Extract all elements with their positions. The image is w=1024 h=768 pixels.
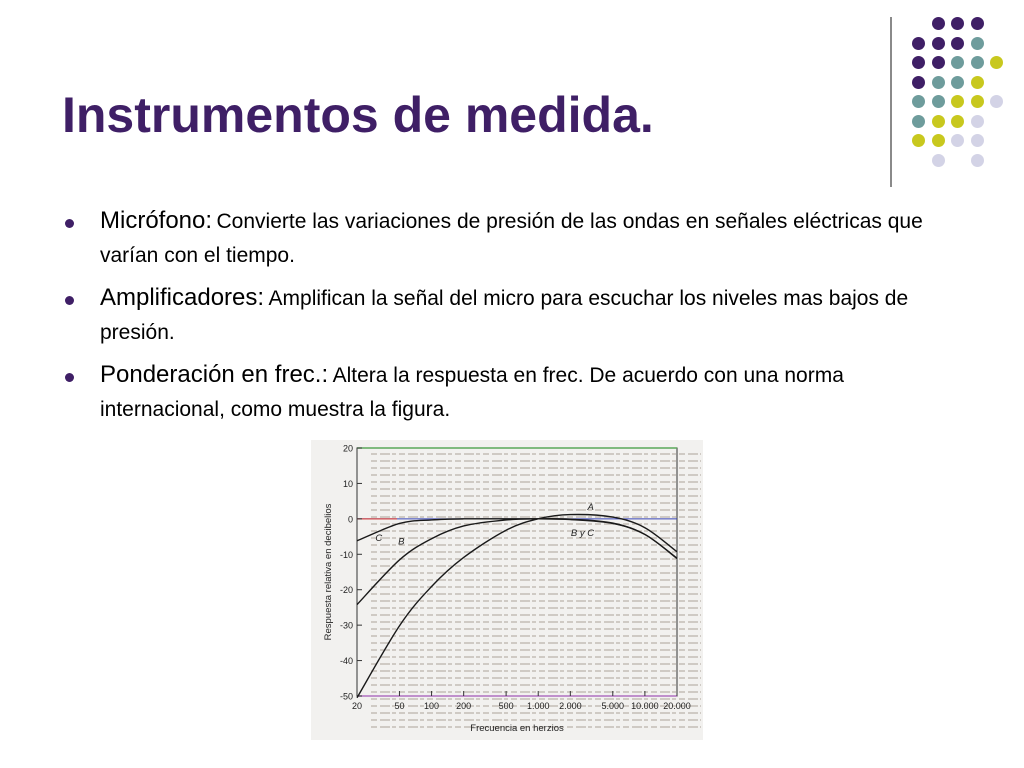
decorative-dot [932,95,945,108]
x-tick-label: 5.000 [601,701,625,711]
bullet-list [62,205,952,436]
bullet-item-amplificadores [62,282,952,351]
decorative-dot [971,37,984,50]
bullet-term: Ponderación en frec.: [100,361,329,388]
decorative-dot [912,115,925,128]
decorative-dot [951,37,964,50]
decorative-dot [932,115,945,128]
curve-label-b: B [398,536,405,548]
decorative-dot [932,56,945,69]
x-tick-label: 10.000 [631,701,659,711]
x-tick-label: 20 [351,701,363,711]
decorative-dot [971,76,984,89]
decorative-dot [990,95,1003,108]
weighting-curves-figure [311,440,703,740]
y-tick-label: 20 [342,443,353,454]
decorative-dot [971,134,984,147]
y-tick-label: -10 [339,549,353,560]
decorative-dot [932,37,945,50]
x-tick-label: 20.000 [663,701,691,711]
bullet-text: Altera la respuesta en frec. De acuerdo con una norma internacional, como muestra la figura. [100,364,844,421]
decorative-dot [951,17,964,30]
y-tick-label: -50 [339,691,353,702]
y-tick-label: -30 [339,620,353,631]
decorative-dot [912,76,925,89]
x-axis-label: Frecuencia en herzios [470,723,564,734]
decorative-dot [932,76,945,89]
curve-label-a: A [587,502,594,513]
y-tick-label: -20 [339,585,353,596]
decorative-dot [912,95,925,108]
decorative-dot [932,17,945,30]
x-tick-label: 100 [424,701,440,711]
bullet-icon [65,296,74,305]
decorative-dot [951,95,964,108]
bullet-term: Amplificadores: [100,284,265,311]
decorative-dot [912,56,925,69]
bullet-icon [65,373,74,382]
decorative-dot [990,56,1003,69]
decorative-dot [971,17,984,30]
x-tick-label: 1.000 [526,701,550,711]
decorative-dot [971,154,984,167]
x-tick-label: 500 [498,701,514,711]
decorative-dot [932,154,945,167]
y-tick-label: 10 [342,478,353,489]
bullet-text: Convierte las variaciones de presión de las ondas en señales eléctricas que varían con el tiempo. [100,210,923,267]
curve-label-b-y-c: B y C [570,527,595,539]
decorative-dot [951,56,964,69]
slide-title: Instrumentos de medida. [62,87,654,143]
bullet-item-ponderacion [62,359,952,428]
y-axis-label: Respuesta relativa en decibelios [323,503,334,641]
bullet-icon [65,219,74,228]
curve-label-c: C [375,532,383,544]
decorative-dot [951,76,964,89]
decorative-dot [912,37,925,50]
x-tick-label: 200 [456,701,472,711]
bullet-text: Amplifican la señal del micro para escuchar los niveles mas bajos de presión. [100,287,909,344]
bullet-term: Micrófono: [100,207,213,234]
x-tick-label: 2.000 [559,701,582,711]
decorative-divider [890,17,892,187]
x-tick-label: 50 [394,701,405,711]
decorative-dot [971,56,984,69]
decorative-dot [932,134,945,147]
decorative-dot [951,134,964,147]
weighting-curves-chart [311,440,703,740]
decorative-dot [971,95,984,108]
y-tick-label: -40 [339,656,353,667]
y-tick-label: 0 [347,514,353,525]
decorative-dot [912,134,925,147]
bullet-item-microfono [62,205,952,274]
decorative-dot [971,115,984,128]
decorative-dot [951,115,964,128]
